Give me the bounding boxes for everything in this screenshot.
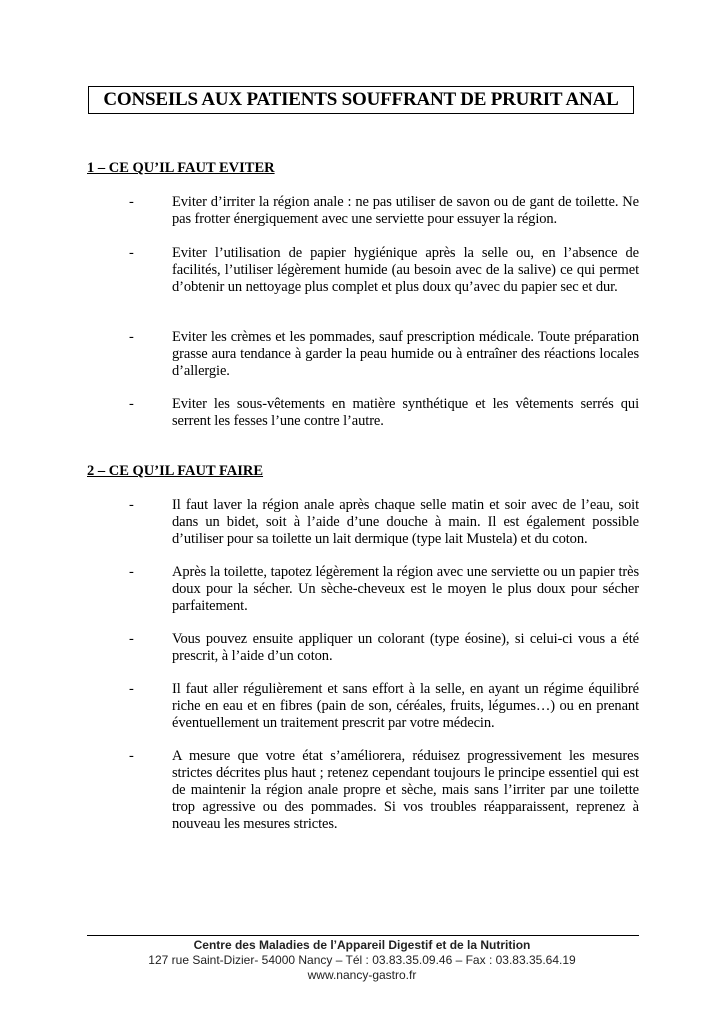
page-title: CONSEILS AUX PATIENTS SOUFFRANT DE PRURIT ANAL: [88, 86, 634, 114]
bullet-dash: -: [129, 245, 134, 261]
bullet-dash: -: [129, 497, 134, 513]
bullet-dash: -: [129, 681, 134, 697]
list-item-text: Eviter l’utilisation de papier hygiénique après la selle ou, en l’absence de facilités, l’utiliser légèrement humide (au besoin avec de la salive) ce qui permet d’obtenir un nettoyage plus complet et plus doux qu’avec du papier sec et dur.: [172, 245, 639, 295]
bullet-dash: -: [129, 194, 134, 210]
list-item-text: Vous pouvez ensuite appliquer un colorant (type éosine), si celui-ci vous a été prescrit, à l’aide d’un coton.: [172, 631, 639, 664]
bullet-dash: -: [129, 396, 134, 412]
bullet-dash: -: [129, 631, 134, 647]
footer-website: www.nancy-gastro.fr: [307, 968, 417, 982]
bullet-dash: -: [129, 329, 134, 345]
list-item-text: Eviter d’irriter la région anale : ne pas utiliser de savon ou de gant de toilette. Ne pas frotter énergiquement avec une serviette pour essuyer la région.: [172, 194, 639, 227]
section-heading-avoid: 1 – CE QU’IL FAUT EVITER: [87, 160, 275, 176]
list-item-text: Eviter les sous-vêtements en matière synthétique et les vêtements serrés qui serrent les fesses l’une contre l’autre.: [172, 396, 639, 429]
bullet-dash: -: [129, 748, 134, 764]
list-item-text: Eviter les crèmes et les pommades, sauf prescription médicale. Toute préparation grasse aura tendance à garder la peau humide ou à entraîner des réactions locales d’allergie.: [172, 329, 639, 379]
footer-address: 127 rue Saint-Dizier- 54000 Nancy – Tél : 03.83.35.09.46 – Fax : 03.83.35.64.19: [148, 953, 576, 967]
section-heading-do: 2 – CE QU’IL FAUT FAIRE: [87, 463, 264, 479]
bullet-dash: -: [129, 564, 134, 580]
list-item-text: Il faut laver la région anale après chaque selle matin et soir avec de l’eau, soit dans un bidet, soit à l’aide d’une douche à main. Il est également possible d’utiliser pour sa toilette un lait dermique (type lait Mustela) et du coton.: [172, 497, 639, 547]
list-item-text: Il faut aller régulièrement et sans effort à la selle, en ayant un régime équilibré riche en eau et en fibres (pain de son, céréales, fruits, légumes…) ou en prenant éventuellement un traitement prescrit par votre médecin.: [172, 681, 639, 731]
footer-divider: [87, 935, 639, 936]
footer-organization: Centre des Maladies de l’Appareil Digestif et de la Nutrition: [193, 938, 531, 952]
list-item-text: A mesure que votre état s’améliorera, réduisez progressivement les mesures strictes décrites plus haut ; retenez cependant toujours le principe essentiel qui est de maintenir la région anale propre et sèche, mais sans l’irriter par une toilette trop agressive ou des pommades. Si vos troubles réapparaissent, reprenez à nouveau les mesures strictes.: [172, 748, 639, 832]
list-item-text: Après la toilette, tapotez légèrement la région avec une serviette ou un papier très doux pour la sécher. Un sèche-cheveux est le moyen le plus doux pour sécher parfaitement.: [172, 564, 639, 614]
